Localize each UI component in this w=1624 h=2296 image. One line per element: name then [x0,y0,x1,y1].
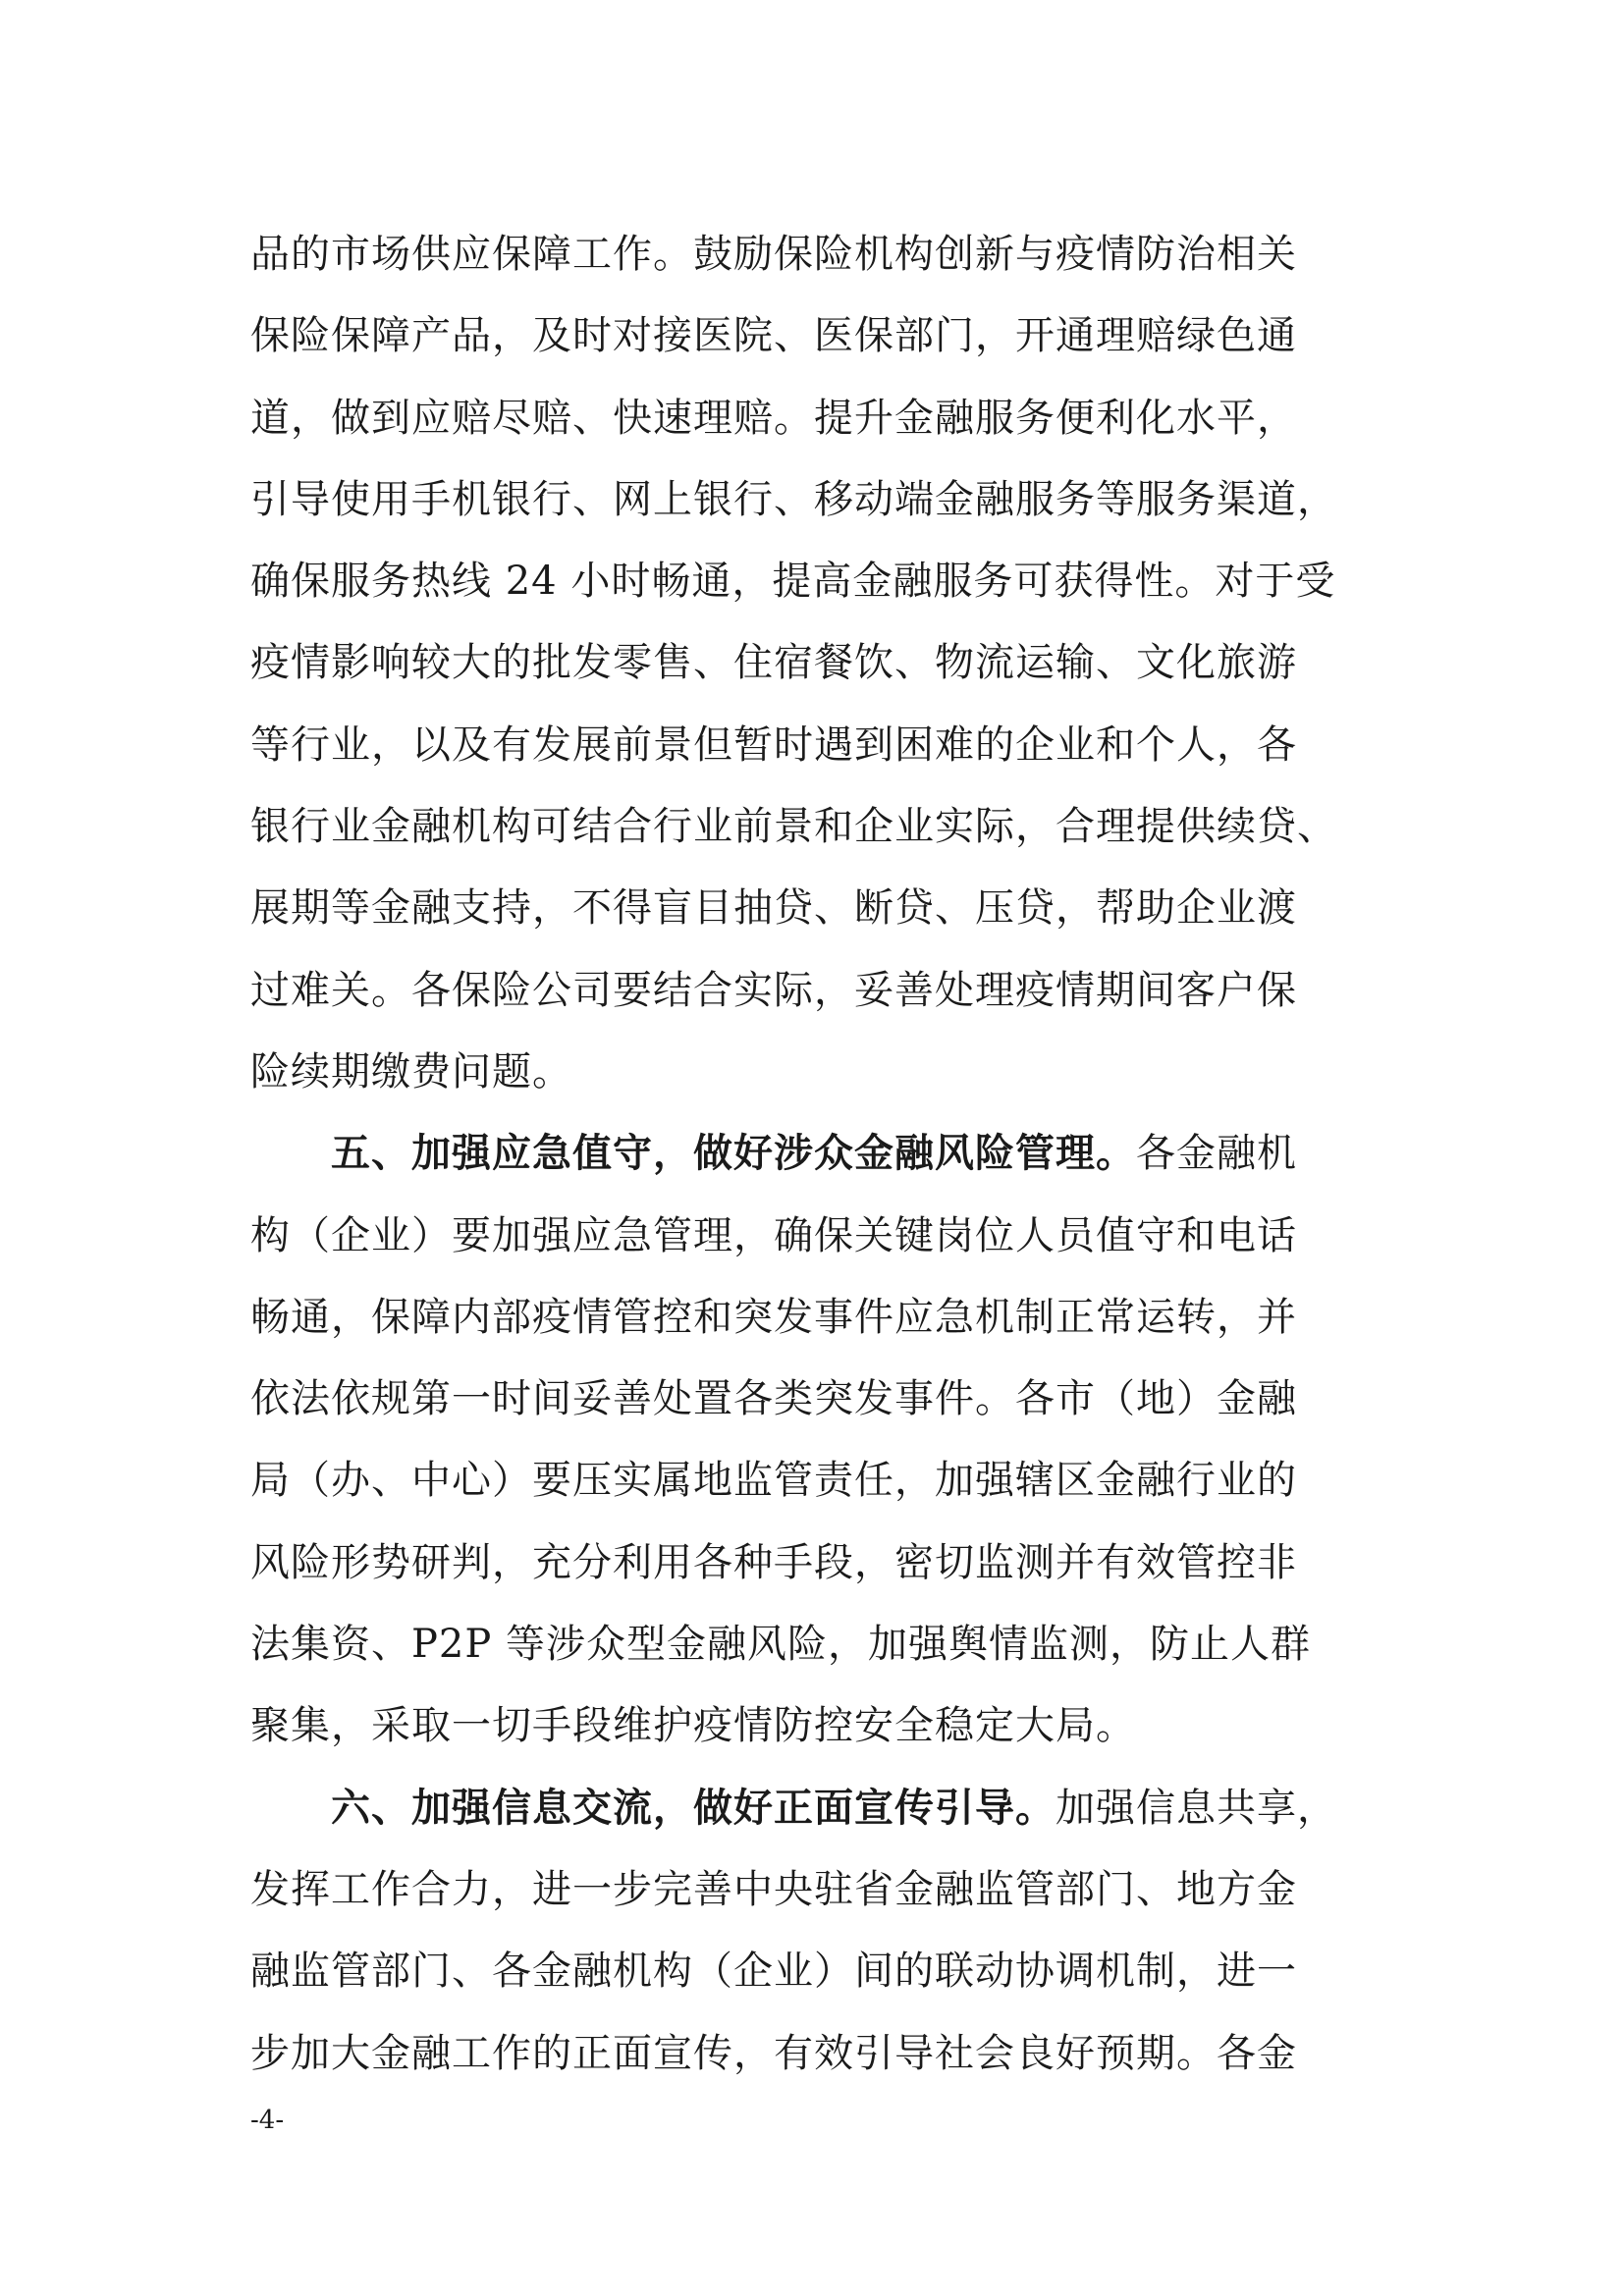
text-line [250,705,1389,786]
line-text: 银行业金融机构可结合行业前景和企业实际，合理提供续贷、 [250,804,1337,850]
text-line [250,622,1389,704]
text-line [250,459,1389,541]
text-line [250,1685,1389,1767]
line-text: 加强信息共享， [1056,1785,1337,1831]
line-text: 聚集，采取一切手段维护疫情防控安全稳定大局。 [250,1703,1136,1749]
line-text: 展期等金融支持，不得盲目抽贷、断贷、压贷，帮助企业渡 [250,885,1297,932]
line-text: 引导使用手机银行、网上银行、移动端金融服务等服务渠道， [250,476,1337,522]
section-heading: 六、加强信息交流，做好正面宣传引导。 [331,1785,1056,1831]
text-line [250,1440,1389,1522]
text-line [250,950,1389,1032]
line-text: 过难关。各保险公司要结合实际，妥善处理疫情期间客户保 [250,967,1297,1013]
text-line [250,1113,1389,1195]
line-text: 等行业，以及有发展前景但暂时遇到困难的企业和个人，各 [250,721,1297,768]
line-text: 局（办、中心）要压实属地监管责任，加强辖区金融行业的 [250,1458,1297,1504]
text-line [250,214,1389,295]
text-line [250,1277,1389,1359]
line-text: 融监管部门、各金融机构（企业）间的联动协调机制，进一 [250,1949,1297,1995]
text-line [250,541,1389,622]
body-text [250,214,1389,2095]
text-line [250,1522,1389,1604]
text-line [250,1931,1389,2012]
line-text: 确保服务热线 24 小时畅通，提高金融服务可获得性。对于受 [250,559,1336,605]
line-text: 发挥工作合力，进一步完善中央驻省金融监管部门、地方金 [250,1866,1297,1912]
text-line [250,1032,1389,1113]
text-line [250,1849,1389,1931]
text-line [250,1196,1389,1277]
text-line [250,1604,1389,1685]
line-text: 疫情影响较大的批发零售、住宿餐饮、物流运输、文化旅游 [250,640,1297,686]
line-text: 保险保障产品，及时对接医院、医保部门，开通理赔绿色通 [250,313,1297,359]
line-text: 法集资、P2P 等涉众型金融风险，加强舆情监测，防止人群 [250,1622,1311,1668]
line-text: 依法依规第一时间妥善处置各类突发事件。各市（地）金融 [250,1376,1297,1422]
line-text: 品的市场供应保障工作。鼓励保险机构创新与疫情防治相关 [250,232,1297,277]
line-text: 各金融机 [1136,1131,1297,1177]
line-text: 步加大金融工作的正面宣传，有效引导社会良好预期。各金 [250,2030,1297,2076]
text-line [250,786,1389,868]
text-line [250,2013,1389,2095]
text-line [250,1359,1389,1440]
line-text: 畅通，保障内部疫情管控和突发事件应急机制正常运转，并 [250,1294,1297,1340]
text-line [250,295,1389,377]
text-line [250,1768,1389,1849]
line-text: 险续期缴费问题。 [250,1048,572,1095]
page-number: -4- [250,2106,285,2135]
line-text: 道，做到应赔尽赔、快速理赔。提升金融服务便利化水平， [250,395,1297,441]
line-text: 风险形势研判，充分利用各种手段，密切监测并有效管控非 [250,1539,1297,1585]
line-text: 构（企业）要加强应急管理，确保关键岗位人员值守和电话 [250,1212,1297,1258]
section-heading: 五、加强应急值守，做好涉众金融风险管理。 [331,1131,1136,1177]
text-line [250,868,1389,949]
text-line [250,378,1389,459]
